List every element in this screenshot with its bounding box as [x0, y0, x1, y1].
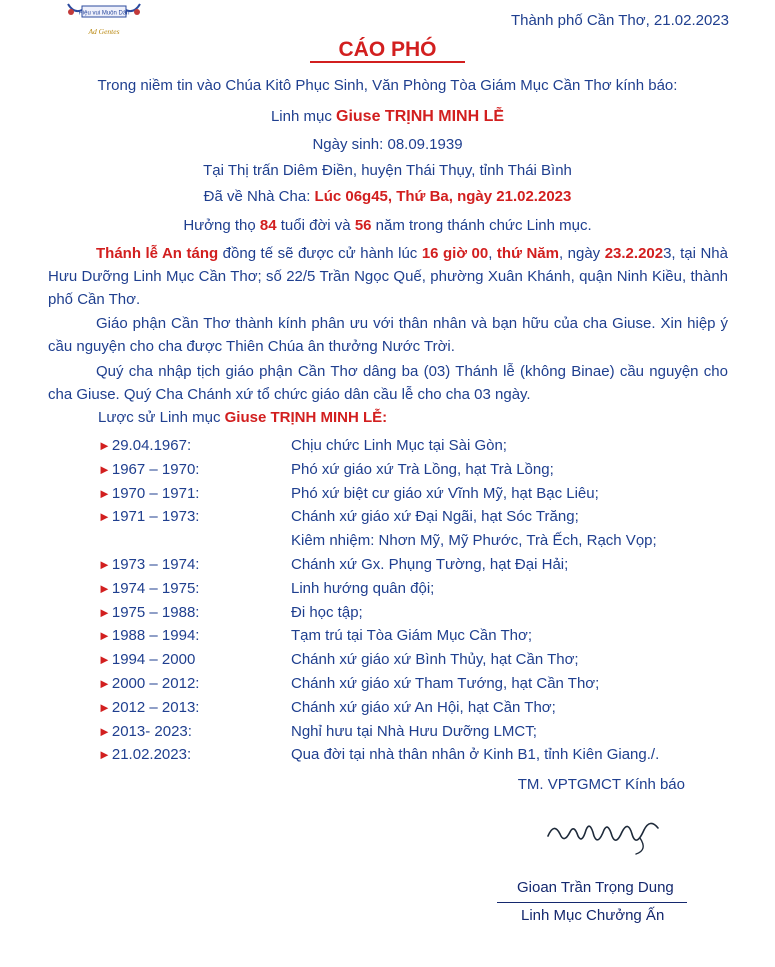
- svg-text:Ad Gentes: Ad Gentes: [88, 27, 120, 36]
- age-prefix: Hưởng thọ: [183, 217, 260, 234]
- timeline-description: Chánh xứ giáo xứ Đại Ngãi, hạt Sóc Trăng;: [291, 508, 579, 526]
- age-years: 84: [259, 217, 277, 234]
- timeline-row: [0, 675, 775, 699]
- timeline-date-text: 1994 – 2000: [111, 651, 196, 669]
- handwritten-signature: [540, 808, 680, 858]
- arrow-icon: ►: [98, 747, 111, 763]
- timeline-date: [98, 746, 191, 763]
- timeline-description: Tạm trú tại Tòa Giám Mục Cần Thơ;: [291, 627, 533, 645]
- arrow-icon: ►: [98, 438, 111, 453]
- masses-paragraph: [48, 360, 728, 406]
- timeline-date: [98, 556, 199, 573]
- priest-line: [0, 108, 775, 126]
- svg-text:Hiệu vui Muôn Dân: Hiệu vui Muôn Dân: [78, 10, 130, 17]
- timeline-row: [0, 723, 775, 747]
- arrow-icon: ►: [98, 628, 111, 644]
- timeline-date: [98, 723, 192, 740]
- page-title: CÁO PHÓ: [0, 38, 775, 62]
- timeline-description: Kiêm nhiệm: Nhơn Mỹ, Mỹ Phước, Trà Ếch, Rạch Vọp;: [291, 532, 657, 550]
- timeline-date: [98, 485, 199, 502]
- timeline-description: Linh hướng quân đội;: [291, 579, 435, 597]
- timeline-date-text: 1975 – 1988:: [111, 603, 200, 621]
- funeral-text-1: đồng tế sẽ được cử hành lúc: [218, 245, 422, 262]
- timeline-date: [98, 508, 199, 525]
- timeline-description: Phó xứ biệt cư giáo xứ Vĩnh Mỹ, hạt Bạc Liêu;: [291, 484, 599, 502]
- timeline-description: Chánh xứ giáo xứ Tham Tướng, hạt Cần Thơ;: [291, 674, 600, 692]
- timeline-row: [0, 485, 775, 509]
- timeline-description: Chánh xứ giáo xứ Bình Thủy, hạt Cần Thơ;: [291, 651, 579, 669]
- condolence-text: Giáo phận Cần Thơ thành kính phân ưu với thân nhân và bạn hữu của cha Giuse. Xin hiệp ý cầu nguyện cho cha được Thiên Chúa ân thưởng Nước Trời.: [48, 315, 728, 355]
- timeline-date-text: 2013- 2023:: [111, 722, 192, 740]
- timeline-date: [98, 651, 195, 668]
- timeline-description: Đi học tập;: [291, 603, 363, 621]
- arrow-icon: ►: [98, 699, 111, 715]
- funeral-paragraph: [48, 242, 728, 311]
- priest-name: Giuse TRỊNH MINH LỄ: [336, 108, 505, 125]
- timeline-date: [98, 461, 199, 478]
- signer-name: Gioan Trần Trọng Dung: [517, 879, 674, 896]
- timeline-row: [0, 651, 775, 675]
- timeline-date-text: 1973 – 1974:: [111, 555, 200, 573]
- timeline-row: [0, 532, 775, 556]
- timeline-date-text: 29.04.1967:: [111, 437, 192, 454]
- timeline-row: [0, 508, 775, 532]
- timeline-date-text: 1970 – 1971:: [111, 484, 200, 502]
- timeline-row: [0, 746, 775, 770]
- arrow-icon: ►: [98, 675, 111, 691]
- priesthood-years: 56: [354, 217, 372, 234]
- timeline-date-text: 2012 – 2013:: [111, 698, 200, 716]
- funeral-date: 23.2.202: [604, 245, 664, 262]
- age-line: [0, 217, 775, 234]
- arrow-icon: ►: [98, 580, 111, 596]
- timeline-description: Chịu chức Linh Mục tại Sài Gòn;: [291, 437, 507, 454]
- signer-title: Linh Mục Chưởng Ấn: [521, 907, 665, 924]
- arrow-icon: ►: [98, 509, 111, 525]
- masses-text: Quý cha nhập tịch giáo phận Cần Thơ dâng ba (03) Thánh lễ (không Binae) cầu nguyện cho cha Giuse. Quý Cha Chánh xứ tổ chức giáo dân cầu lễ cho cha 03 ngày.: [48, 363, 728, 403]
- birth-date: Ngày sinh: 08.09.1939: [312, 136, 463, 153]
- death-time: Lúc 06g45, Thứ Ba, ngày 21.02.2023: [314, 188, 572, 205]
- sign-off: TM. VPTGMCT Kính báo: [517, 776, 685, 793]
- timeline-description: Phó xứ giáo xứ Trà Lồng, hạt Trà Lồng;: [291, 460, 554, 478]
- timeline-row: [0, 699, 775, 723]
- biography-heading-name: Giuse TRỊNH MINH LỄ:: [224, 409, 388, 426]
- age-suffix: năm trong thánh chức Linh mục.: [371, 217, 592, 234]
- condolence-paragraph: [48, 312, 728, 358]
- timeline-description: Chánh xứ Gx. Phụng Tường, hạt Đại Hải;: [291, 555, 569, 573]
- diocese-logo: [60, 0, 160, 42]
- timeline-date: [98, 627, 199, 644]
- arrow-icon: ►: [98, 556, 111, 572]
- biography-heading-prefix: Lược sử Linh mục: [98, 409, 225, 426]
- funeral-weekday: thứ Năm: [496, 245, 559, 262]
- timeline-row: [0, 604, 775, 628]
- timeline-date: [98, 699, 199, 716]
- timeline-row: [0, 437, 775, 461]
- arrow-icon: ►: [98, 604, 111, 620]
- timeline-date-text: 1967 – 1970:: [111, 460, 200, 478]
- timeline-description: Chánh xứ giáo xứ An Hội, hạt Cần Thơ;: [291, 698, 556, 716]
- arrow-icon: ►: [98, 652, 111, 668]
- funeral-text-4: 3, tại Nhà Hưu Dưỡng Linh Mục Cần Thơ; số 22/5 Trần Ngọc Quế, phường Xuân Khánh, quận Ninh Kiều, thành phố Cần Thơ.: [48, 245, 728, 308]
- timeline-description: Nghỉ hưu tại Nhà Hưu Dưỡng LMCT;: [291, 722, 537, 740]
- timeline-date-text: 2000 – 2012:: [111, 674, 200, 692]
- death-prefix: Đã về Nhà Cha:: [203, 188, 315, 205]
- place-date: Thành phố Cần Thơ, 21.02.2023: [510, 12, 729, 29]
- timeline-date: [98, 604, 199, 621]
- arrow-icon: ►: [98, 485, 111, 501]
- funeral-label: Thánh lễ An táng: [96, 245, 219, 262]
- signature-divider: [497, 902, 687, 903]
- timeline-date-text: 1988 – 1994:: [111, 627, 200, 645]
- death-line: [0, 188, 775, 205]
- timeline-row: [0, 461, 775, 485]
- timeline-row: [0, 556, 775, 580]
- timeline-date-text: 1974 – 1975:: [111, 579, 200, 597]
- timeline-row: [0, 627, 775, 651]
- timeline-date: [98, 580, 199, 597]
- birth-place: Tại Thị trấn Diêm Điền, huyện Thái Thụy, tỉnh Thái Bình: [203, 162, 572, 179]
- funeral-text-2: ,: [488, 245, 497, 262]
- timeline-date-text: 1971 – 1973:: [111, 508, 200, 526]
- age-middle: tuổi đời và: [276, 217, 355, 234]
- timeline-row: [0, 580, 775, 604]
- funeral-time: 16 giờ 00: [421, 245, 489, 262]
- intro-line: Trong niềm tin vào Chúa Kitô Phục Sinh, Văn Phòng Tòa Giám Mục Cần Thơ kính báo:: [97, 77, 678, 94]
- arrow-icon: ►: [98, 723, 111, 739]
- timeline-description: Qua đời tại nhà thân nhân ở Kinh B1, tỉnh Kiên Giang./.: [291, 746, 660, 764]
- arrow-icon: ►: [98, 461, 111, 477]
- timeline-date-text: 21.02.2023:: [111, 746, 192, 764]
- timeline-date: [98, 675, 199, 692]
- priest-prefix: Linh mục: [270, 108, 337, 125]
- biography-timeline: [0, 437, 775, 770]
- timeline-date: [98, 437, 191, 454]
- biography-heading: [98, 409, 387, 426]
- funeral-text-3: , ngày: [558, 245, 605, 262]
